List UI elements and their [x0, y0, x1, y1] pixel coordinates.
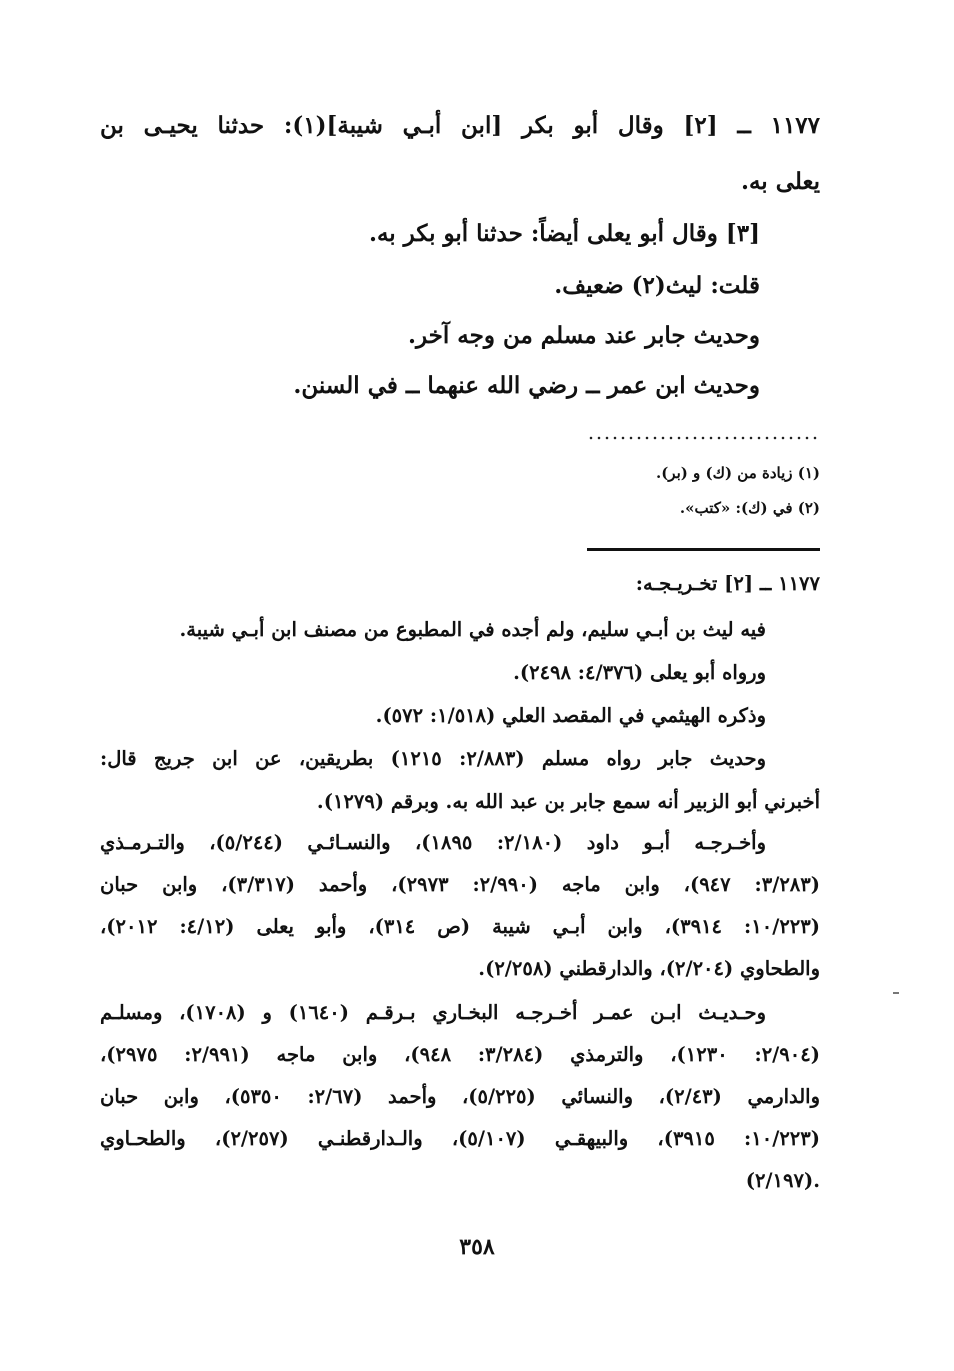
takhrij-line: (٢/٩٠٤: ١٢٣٠)، والترمذي (٣/٢٨٤: ٩٤٨)، وابن ماجه (٢/٩٩١: ٢٩٧٥)، — [100, 1043, 820, 1066]
takhrij-line: (١٠/٢٢٣: ٣٩١٥)، والبيهقـي (٥/١٠٧)، والـدارقطنـي (٢/٢٥٧)، والطحـاوي — [100, 1127, 820, 1150]
takhrij-line: (٢/١٩٧). — [745, 1169, 820, 1192]
takhrij-line: وذكره الهيثمي في المقصد العلي (١/٥١٨: ٥٧٢). — [375, 704, 766, 727]
takhrij-line: (١٠/٢٢٣: ٣٩١٤)، وابن أبـي شيبة (ص ٣١٤)، وأبو يعلى (٤/١٢: ٢٠١٢)، — [100, 915, 820, 938]
takhrij-line: فيه ليث بن أبـي سليم، ولم أجده في المطبوع من مصنف ابن أبـي شيبة. — [179, 618, 766, 641]
takhrij-line: أخبرني أبو الزبير أنه سمع جابر بن عبد الله به. وبرقم (١٢٧٩). — [316, 790, 820, 813]
takhrij-line: وحديث جابر رواه مسلم (٢/٨٨٣: ١٢١٥) بطريقين، عن ابن جريج قال: — [100, 747, 766, 770]
main-text-line: ١١٧٧ ــ [٢] وقال أبو بكر [ابن أبـي شيبة](١): حدثنا يحيـى بن — [100, 112, 821, 139]
footnote-1: (١) زيادة من (ك) و (بر). — [655, 464, 820, 482]
scan-mark — [893, 992, 899, 994]
main-text-line: وحديث جابر عند مسلم من وجه آخر. — [407, 322, 760, 349]
takhrij-line: (٣/٢٨٣: ٩٤٧)، وابن ماجه (٢/٩٩٠: ٢٩٧٣)، وأحمد (٣/٣١٧)، وابن حبان — [100, 873, 820, 896]
page-number: ٣٥٨ — [459, 1234, 495, 1260]
section-divider — [587, 548, 820, 551]
takhrij-heading: ١١٧٧ ــ [٢] تخـريـجـه: — [635, 572, 820, 595]
main-text-line: وحديث ابن عمر ــ رضي الله عنهما ــ في السنن. — [293, 372, 760, 399]
main-text-line: قلت: ليث(٢) ضعيف. — [554, 272, 760, 299]
main-text-line: [٣] وقال أبو يعلى أيضاً: حدثنا أبو بكر به. — [368, 220, 760, 247]
takhrij-line: وأخـرجـه أبـو داود (٢/١٨٠: ١٨٩٥)، والنسـائـي (٥/٢٤٤)، والتـرمـذي — [100, 831, 767, 854]
footnote-2: (٢) في (ك): «كتب». — [679, 499, 820, 517]
takhrij-line: ورواه أبو يعلى (٤/٣٧٦: ٢٤٩٨). — [513, 661, 766, 684]
takhrij-line: وحـديـث ابـن عمـر أخـرجـه البخـاري بـرقـم (١٦٤٠) و (١٧٠٨)، ومسلـم — [100, 1001, 766, 1024]
main-text-line: يعلى به. — [740, 168, 820, 195]
takhrij-line: والدارمي (٢/٤٣)، والنسائي (٥/٢٢٥)، وأحمد (٢/٦٧: ٥٣٥٠)، وابن حبان — [100, 1085, 820, 1108]
takhrij-line: والطحاوي (٢/٢٠٤)، والدارقطني (٢/٢٥٨). — [478, 957, 820, 980]
footnote-separator — [587, 436, 820, 440]
